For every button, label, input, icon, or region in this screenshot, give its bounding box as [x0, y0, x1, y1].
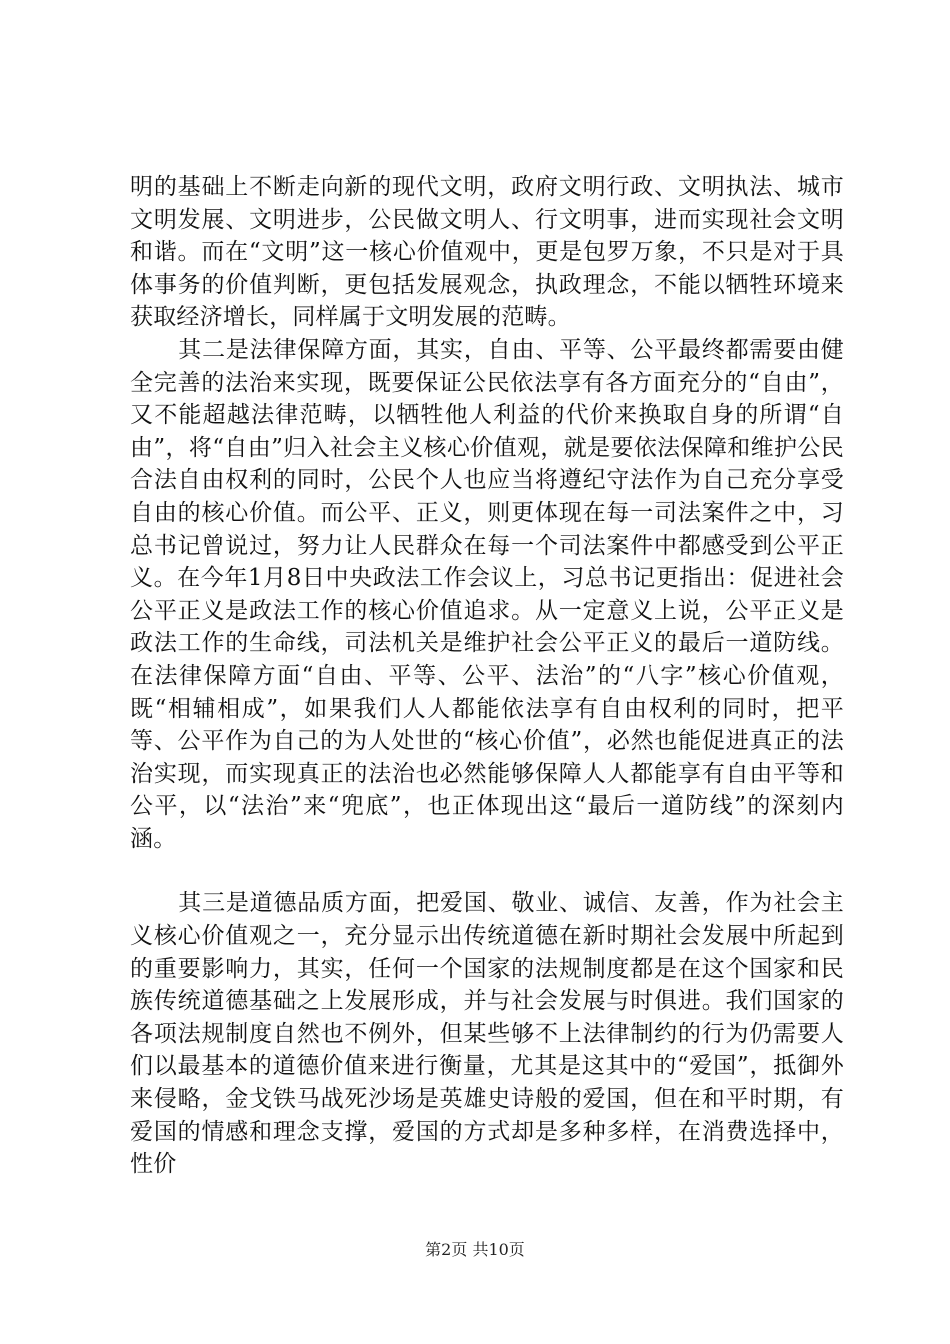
paragraph-spacer	[130, 855, 844, 887]
document-body	[130, 171, 844, 1181]
paragraph-3: 其三是道德品质方面，把爱国、敬业、诚信、友善，作为社会主义核心价值观之一，充分显示出传统道德在新时期社会发展中所起到的重要影响力，其实，任何一个国家的法规制度都是在这个国家和民族传统道德基础之上发展形成，并与社会发展与时俱进。我们国家的各项法规制度自然也不例外，但某些够不上法律制约的行为仍需要人们以最基本的道德价值来进行衡量，尤其是这其中的“爱国”，抵御外来侵略，金戈铁马战死沙场是英雄史诗般的爱国，但在和平时期，有爱国的情感和理念支撑，爱国的方式却是多种多样，在消费选择中，性价	[130, 890, 844, 1178]
page-number-footer: 第2页 共10页	[425, 1240, 525, 1259]
paragraph-2: 其二是法律保障方面，其实，自由、平等、公平最终都需要由健全完善的法治来实现，既要保证公民依法享有各方面充分的“自由”，又不能超越法律范畴，以牺牲他人利益的代价来换取自身的所谓“自由”，将“自由”归入社会主义核心价值观，就是要依法保障和维护公民合法自由权利的同时，公民个人也应当将遵纪守法作为自己充分享受自由的核心价值。而公平、正义，则更体现在每一司法案件之中，习总书记曾说过，努力让人民群众在每一个司法案件中都感受到公平正义。在今年1月8日中央政法工作会议上，习总书记更指出：促进社会公平正义是政法工作的核心价值追求。从一定意义上说，公平正义是政法工作的生命线，司法机关是维护社会公平正义的最后一道防线。在法律保障方面“自由、平等、公平、法治”的“八字”核心价值观，既“相辅相成”，如果我们人人都能依法享有自由权利的同时，把平等、公平作为自己的为人处世的“核心价值”，必然也能促进真正的法治实现，而实现真正的法治也必然能够保障人人都能享有自由平等和公平，以“法治”来“兜底”，也正体现出这“最后一道防线”的深刻内涵。	[130, 336, 844, 852]
paragraph-1: 明的基础上不断走向新的现代文明，政府文明行政、文明执法、城市文明发展、文明进步，公民做文明人、行文明事，进而实现社会文明和谐。而在“文明”这一核心价值观中，更是包罗万象，不只是对于具体事务的价值判断，更包括发展观念，执政理念，不能以牺牲环境来获取经济增长，同样属于文明发展的范畴。	[130, 174, 844, 331]
